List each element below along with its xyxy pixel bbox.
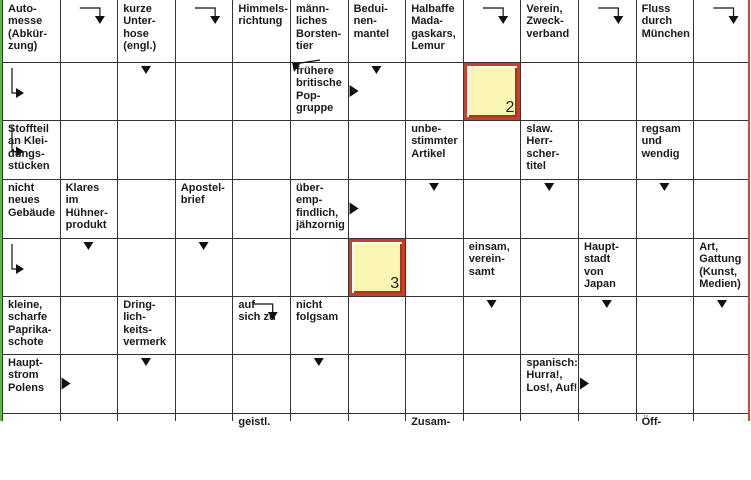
- solution-cell[interactable]: [349, 239, 406, 296]
- clue-cell: auf sich zu: [238, 299, 276, 324]
- clue-cell: kleine, scharfe Paprika- schote: [8, 299, 52, 349]
- answer-cell[interactable]: [176, 1, 232, 62]
- clue-cell: Haupt- stadt von Japan: [584, 241, 619, 291]
- answer-cell[interactable]: [349, 355, 405, 413]
- left-edge-stripe: [0, 0, 2, 421]
- clue-cell: Zusam-: [411, 416, 451, 428]
- answer-cell[interactable]: [406, 297, 462, 354]
- clue-cell: Auto- messe (Abkür- zung): [8, 3, 48, 53]
- answer-cell[interactable]: [579, 63, 635, 120]
- answer-cell[interactable]: [176, 414, 232, 480]
- answer-cell[interactable]: [233, 121, 289, 179]
- answer-cell[interactable]: [118, 239, 174, 296]
- answer-cell[interactable]: [637, 297, 693, 354]
- clue-cell: spanisch: Hurra!, Los!, Auf!: [526, 357, 578, 394]
- clue-cell: geistl.: [238, 416, 271, 428]
- clue-cell: frühere britische Pop- gruppe: [296, 65, 342, 115]
- answer-cell[interactable]: [464, 1, 520, 62]
- clue-cell: nicht neues Gebäude: [8, 182, 56, 219]
- answer-cell[interactable]: [521, 297, 577, 354]
- clue-cell: Fluss durch München: [641, 3, 690, 40]
- answer-cell[interactable]: [579, 121, 635, 179]
- clue-cell: Klares im Hühner- produkt: [65, 182, 108, 232]
- clue-cell: regsam und wendig: [641, 123, 681, 160]
- clue-cell: Öff-: [641, 416, 662, 428]
- clue-cell: Dring- lich- keits- vermerk: [123, 299, 167, 349]
- answer-cell[interactable]: [464, 121, 520, 179]
- clue-cell: Himmels- richtung: [238, 3, 288, 28]
- clue-cell: Apostel- brief: [180, 182, 225, 207]
- clue-cell: Art, Gattung (Kunst, Medien): [699, 241, 742, 291]
- answer-cell[interactable]: [579, 180, 635, 238]
- answer-cell[interactable]: [176, 63, 232, 120]
- answer-cell[interactable]: [637, 355, 693, 413]
- answer-cell[interactable]: [637, 180, 693, 238]
- clue-cell: einsam, verein- samt: [468, 241, 510, 278]
- answer-cell[interactable]: [406, 239, 462, 296]
- answer-cell[interactable]: [406, 63, 462, 120]
- solution-number: 2: [505, 99, 515, 116]
- answer-cell[interactable]: [464, 297, 520, 354]
- solution-cell[interactable]: [464, 63, 521, 120]
- answer-cell[interactable]: [176, 297, 232, 354]
- answer-cell[interactable]: [118, 180, 174, 238]
- answer-cell[interactable]: [579, 1, 635, 62]
- answer-cell[interactable]: [406, 355, 462, 413]
- clue-cell: Haupt- strom Polens: [8, 357, 45, 394]
- answer-cell[interactable]: [349, 297, 405, 354]
- answer-cell[interactable]: [291, 414, 347, 480]
- answer-cell[interactable]: [291, 355, 347, 413]
- answer-cell[interactable]: [694, 180, 750, 238]
- answer-cell[interactable]: [694, 297, 750, 354]
- answer-cell[interactable]: [233, 180, 289, 238]
- answer-cell[interactable]: [521, 239, 577, 296]
- answer-cell[interactable]: [3, 414, 59, 480]
- answer-cell[interactable]: [694, 414, 750, 480]
- answer-cell[interactable]: [61, 414, 117, 480]
- answer-cell[interactable]: [349, 121, 405, 179]
- answer-cell[interactable]: [233, 63, 289, 120]
- clue-cell: Verein, Zweck- verband: [526, 3, 570, 40]
- answer-cell[interactable]: [118, 63, 174, 120]
- clue-cell: unbe- stimmter Artikel: [411, 123, 458, 160]
- answer-cell[interactable]: [118, 414, 174, 480]
- answer-cell[interactable]: [579, 355, 635, 413]
- answer-cell[interactable]: [3, 239, 59, 296]
- answer-cell[interactable]: [233, 355, 289, 413]
- clue-cell: über- emp- findlich, jähzornig: [296, 182, 345, 232]
- clue-cell: männ- liches Borsten- tier: [296, 3, 342, 53]
- answer-cell[interactable]: [464, 414, 520, 480]
- answer-cell[interactable]: [464, 180, 520, 238]
- answer-cell[interactable]: [291, 121, 347, 179]
- answer-cell[interactable]: [694, 121, 750, 179]
- answer-cell[interactable]: [637, 63, 693, 120]
- answer-cell[interactable]: [349, 180, 405, 238]
- answer-cell[interactable]: [61, 297, 117, 354]
- solution-number: 3: [390, 275, 400, 292]
- clue-cell: Halbaffe Mada- gaskars, Lemur: [411, 3, 456, 53]
- answer-cell[interactable]: [61, 63, 117, 120]
- answer-cell[interactable]: [521, 414, 577, 480]
- answer-cell[interactable]: [694, 63, 750, 120]
- answer-cell[interactable]: [61, 239, 117, 296]
- clue-cell: Bedui- nen- mantel: [353, 3, 390, 40]
- answer-cell[interactable]: [349, 414, 405, 480]
- answer-cell[interactable]: [61, 355, 117, 413]
- answer-cell[interactable]: [118, 355, 174, 413]
- answer-cell[interactable]: [233, 239, 289, 296]
- answer-cell[interactable]: [579, 414, 635, 480]
- answer-cell[interactable]: [521, 180, 577, 238]
- clue-cell: slaw. Herr- scher- titel: [526, 123, 560, 173]
- clue-cell: Stoffteil an Klei- dungs- stücken: [8, 123, 50, 173]
- answer-cell[interactable]: [176, 121, 232, 179]
- answer-cell[interactable]: [521, 63, 577, 120]
- answer-cell[interactable]: [61, 1, 117, 62]
- answer-cell[interactable]: [464, 355, 520, 413]
- answer-cell[interactable]: [118, 121, 174, 179]
- answer-cell[interactable]: [3, 63, 59, 120]
- answer-cell[interactable]: [579, 297, 635, 354]
- answer-cell[interactable]: [61, 121, 117, 179]
- right-edge-stripe: [748, 0, 750, 421]
- clue-cell: nicht folgsam: [296, 299, 339, 324]
- clue-cell: kurze Unter- hose (engl.): [123, 3, 157, 53]
- answer-cell[interactable]: [637, 239, 693, 296]
- answer-cell[interactable]: [349, 63, 405, 120]
- answer-cell[interactable]: [694, 1, 750, 62]
- answer-cell[interactable]: [406, 180, 462, 238]
- answer-cell[interactable]: [694, 355, 750, 413]
- answer-cell[interactable]: [176, 239, 232, 296]
- answer-cell[interactable]: [291, 239, 347, 296]
- answer-cell[interactable]: [176, 355, 232, 413]
